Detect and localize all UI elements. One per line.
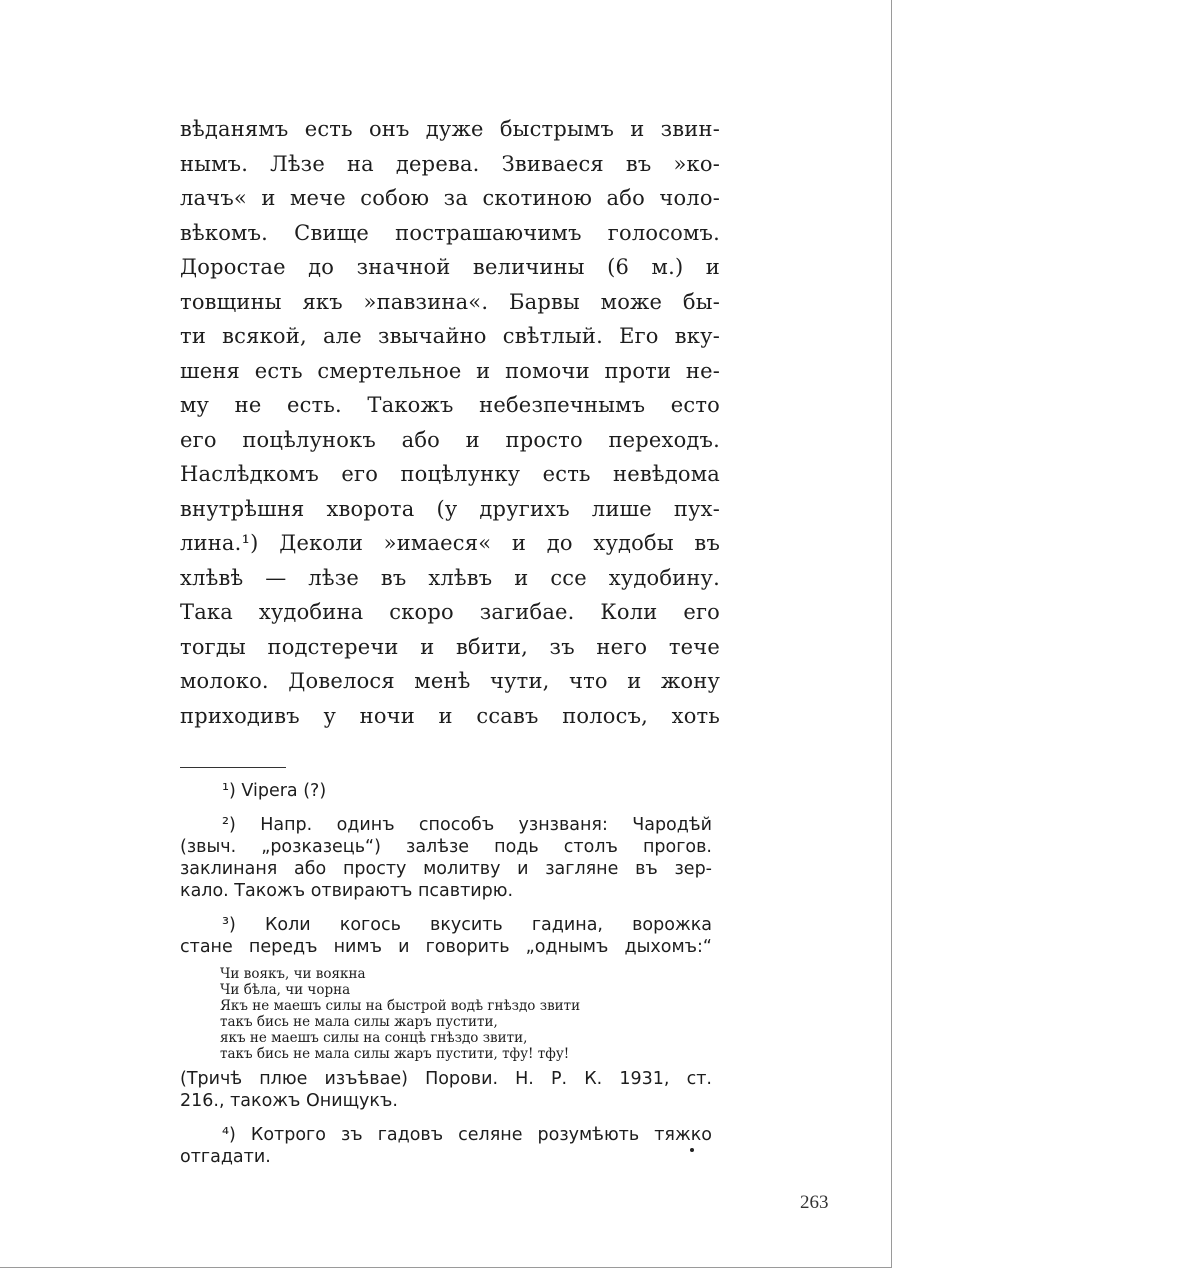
body-line: лачъ« и мече собою за скотиною або чоло- xyxy=(180,186,720,210)
footnote-line: ³) Коли когось вкусить гадина, ворожка xyxy=(222,915,712,935)
verse-line: такъ бись не мала силы жаръ пустити, xyxy=(220,1014,498,1030)
footnote-line: стане передъ нимъ и говорить „однымъ дыхомъ:“ xyxy=(180,937,712,957)
footnote-3 xyxy=(180,914,712,958)
footnote-line: 216., такожъ Онищукъ. xyxy=(180,1091,398,1111)
footnote-line: заклинаня або просту молитву и загляне въ зер- xyxy=(180,859,712,879)
body-line: молоко. Довелося менѣ чути, что и жону xyxy=(180,669,720,693)
body-line: товщины якъ »павзина«. Барвы може бы- xyxy=(180,289,720,314)
body-line: его поцѣлунокъ або и просто переходъ. xyxy=(180,427,720,452)
footnote-line: кало. Такожъ отвираютъ псавтирю. xyxy=(180,881,514,901)
body-line: Наслѣдкомъ его поцѣлунку есть невѣдома xyxy=(180,462,720,486)
body-line: Така худобина скоро загибае. Коли его xyxy=(180,600,720,624)
ink-dot xyxy=(690,1148,694,1152)
body-line: вѣкомъ. Свище пострашаючимъ голосомъ. xyxy=(180,220,720,245)
footnote-2 xyxy=(180,814,712,902)
body-line: му не есть. Такожъ небезпечнымъ есто xyxy=(180,393,720,417)
footnote-line: отгадати. xyxy=(180,1147,271,1167)
footnote-line: (звыч. „розказець“) залѣзе подь столъ прогов. xyxy=(180,837,712,857)
body-line: хлѣвѣ — лѣзе въ хлѣвъ и ссе худобину. xyxy=(180,565,720,590)
footnote-line: ²) Напр. одинъ способъ узнзваня: Чародѣй xyxy=(222,815,712,835)
charm-verse xyxy=(180,966,712,1062)
body-line: нымъ. Лѣзе на дерева. Звиваеся въ »ко- xyxy=(180,151,720,176)
footnotes xyxy=(180,780,712,1168)
body-line: Доростае до значной величины (6 м.) и xyxy=(180,255,720,279)
main-text-block xyxy=(180,112,720,733)
footnote-line: (Тричѣ плюе изъѣвае) Порови. Н. Р. К. 1931, ст. xyxy=(180,1069,712,1089)
footnote-3-tail xyxy=(180,1068,712,1112)
body-line: вѣданямъ есть онъ дуже быстрымъ и звин- xyxy=(180,117,720,141)
body-line: приходивъ у ночи и ссавъ полосъ, хоть xyxy=(180,703,720,728)
verse-line: Якъ не маешъ силы на быстрой водѣ гнѣздо звити xyxy=(220,998,581,1014)
body-line: лина.¹) Деколи »имаеся« и до худобы въ xyxy=(180,531,720,555)
footnote-separator xyxy=(180,767,286,768)
footnote-4 xyxy=(180,1124,712,1168)
footnote-line: ⁴) Котрого зъ гадовъ селяне розумѣють тяжко xyxy=(222,1125,712,1145)
verse-line: Чи бѣла, чи чорна xyxy=(220,982,351,998)
body-line: тогды подстеречи и вбити, зъ него тече xyxy=(180,634,720,659)
verse-line: якъ не маешъ силы на сонцѣ гнѣздо звити, xyxy=(220,1030,528,1046)
footnote-line: ¹) Vipera (?) xyxy=(222,781,327,801)
body-line: ти всякой, але звычайно свѣтлый. Его вку- xyxy=(180,324,720,348)
footnote-1 xyxy=(180,780,712,802)
page-number: 263 xyxy=(800,1192,829,1213)
body-line: внутрѣшня хворота (у другихъ лише пух- xyxy=(180,496,720,521)
body-line: шеня есть смертельное и помочи проти не- xyxy=(180,358,720,383)
verse-line: такъ бись не мала силы жаръ пустити, тфу! тфу! xyxy=(220,1046,570,1062)
verse-line: Чи воякъ, чи воякна xyxy=(220,966,366,982)
